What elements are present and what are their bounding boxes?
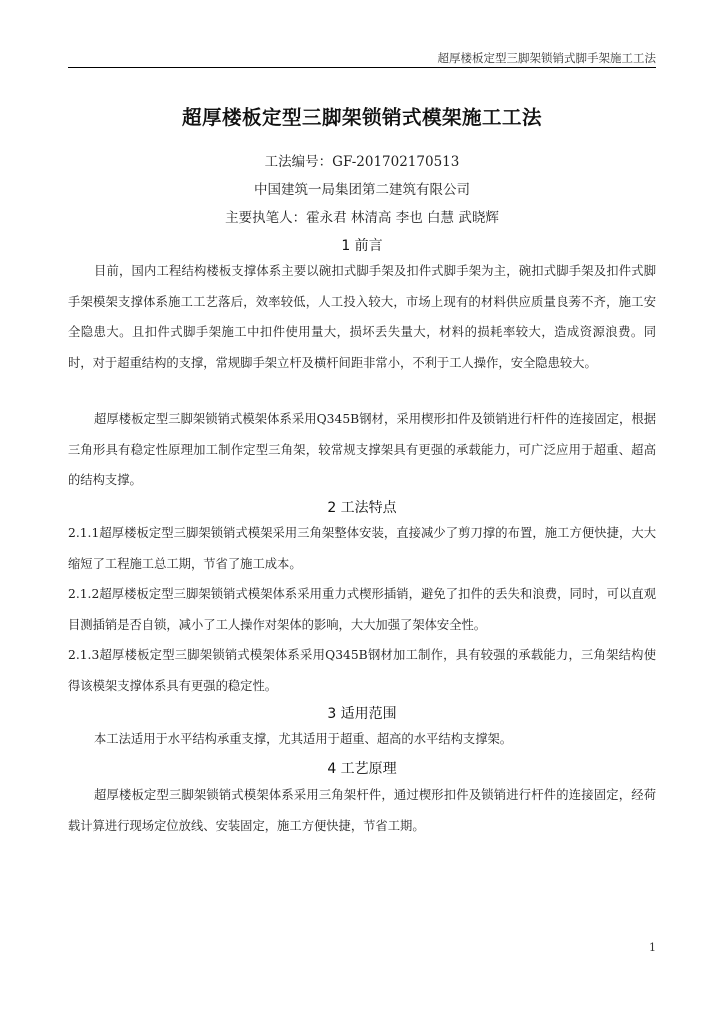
section-heading-foreword: 1 前言 bbox=[341, 238, 383, 254]
paragraph-feature-2: 2.1.2超厚楼板定型三脚架锁销式模架体系采用重力式楔形插销，避免了扣件的丢失和浪费，同时，可以直观目测插销是否自锁，减小了工人操作对架体的影响，大大加强了架体安全性。 bbox=[68, 587, 656, 632]
paragraph-foreword-1: 目前，国内工程结构楼板支撑体系主要以碗扣式脚手架及扣件式脚手架为主，碗扣式脚手架及扣件式脚手架模架支撑体系施工工艺落后，效率较低，人工投入较大，市场上现有的材料供应质量良莠不齐，施工安全隐患大。且扣件式脚手架施工中扣件使用量大，损坏丢失量大，材料的损耗率较大，造成资源浪费。同时，对于超重结构的支撑，常规脚手架立杆及横杆间距非常小，不利于工人操作，安全隐患较大。 bbox=[68, 264, 656, 370]
page-number: 1 bbox=[649, 941, 656, 954]
paragraph-feature-1: 2.1.1超厚楼板定型三脚架锁销式模架采用三角架整体安装，直接减少了剪刀撑的布置，施工方便快捷，大大缩短了工程施工总工期，节省了施工成本。 bbox=[68, 526, 656, 571]
paragraph-foreword-2: 超厚楼板定型三脚架锁销式模架体系采用Q345B钢材，采用楔形扣件及锁销进行杆件的连接固定，根据三角形具有稳定性原理加工制作定型三角架，较常规支撑架具有更强的承载能力，可广泛应用于超重、超高的结构支撑。 bbox=[68, 412, 656, 487]
section-heading-features: 2 工法特点 bbox=[327, 500, 397, 516]
header-rule bbox=[68, 67, 656, 68]
paragraph-feature-3: 2.1.3超厚楼板定型三脚架锁销式模架体系采用Q345B钢材加工制作，具有较强的承载能力，三角架结构使得该模架支撑体系具有更强的稳定性。 bbox=[68, 648, 656, 693]
document-title: 超厚楼板定型三脚架锁销式模架施工工法 bbox=[181, 106, 542, 129]
paragraph-scope-1: 本工法适用于水平结构承重支撑，尤其适用于超重、超高的水平结构支撑架。 bbox=[94, 732, 513, 746]
organization: 中国建筑一局集团第二建筑有限公司 bbox=[254, 182, 470, 198]
paragraph-principle-1: 超厚楼板定型三脚架锁销式模架体系采用三角架杆件，通过楔形扣件及锁销进行杆件的连接固定，经荷载计算进行现场定位放线、安装固定，施工方便快捷，节省工期。 bbox=[68, 788, 656, 833]
method-number: 工法编号：GF-201702170513 bbox=[264, 154, 460, 170]
running-header: 超厚楼板定型三脚架锁销式脚手架施工工法 bbox=[437, 51, 656, 65]
authors: 主要执笔人：霍永君 林清高 李也 白慧 武晓辉 bbox=[225, 210, 499, 226]
section-heading-principle: 4 工艺原理 bbox=[327, 761, 397, 777]
section-heading-scope: 3 适用范围 bbox=[327, 706, 397, 722]
